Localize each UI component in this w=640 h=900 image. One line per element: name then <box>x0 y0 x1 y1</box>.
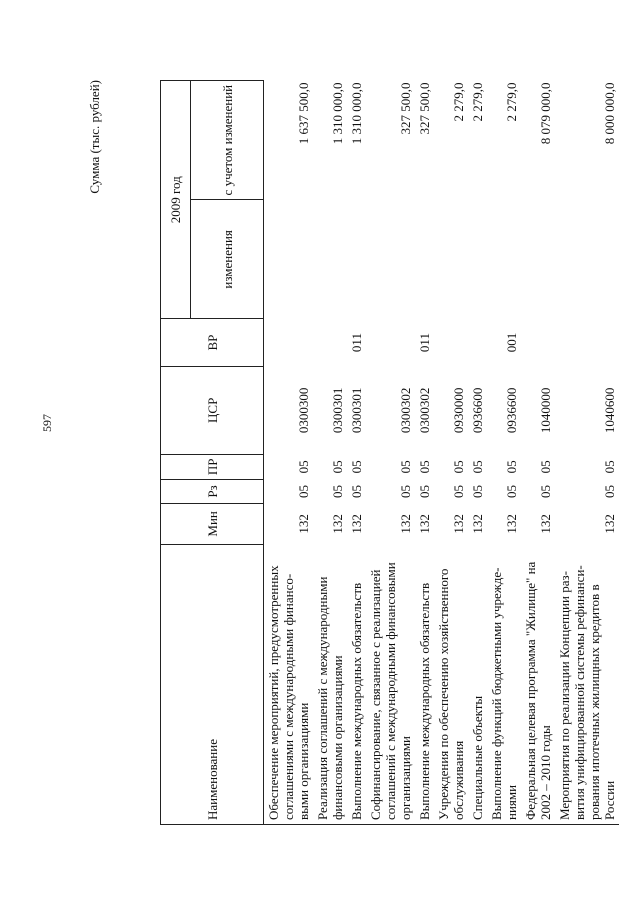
row-changes <box>521 200 555 319</box>
row-pr: 05 <box>602 460 617 474</box>
row-rz: 05 <box>398 484 413 498</box>
row-total: 327 500,0 <box>417 82 432 135</box>
row-changes <box>313 200 347 319</box>
row-vr <box>264 319 314 366</box>
row-name: Специальные объекты <box>468 544 487 824</box>
row-min: 132 <box>417 514 432 534</box>
row-changes <box>347 200 366 319</box>
row-min: 132 <box>330 514 345 534</box>
row-total: 2 279,0 <box>504 82 519 122</box>
row-pr: 05 <box>470 460 485 474</box>
row-changes <box>468 200 487 319</box>
row-csr: 0930000 <box>451 387 466 434</box>
row-rz: 05 <box>296 484 311 498</box>
table-row <box>555 81 619 825</box>
header-changes: изменения <box>191 200 264 319</box>
row-csr: 0300302 <box>417 387 432 434</box>
row-pr: 05 <box>330 460 345 474</box>
row-vr <box>366 319 415 366</box>
row-pr: 05 <box>451 460 466 474</box>
row-total: 327 500,0 <box>398 82 413 135</box>
row-total: 1 310 000,0 <box>330 82 345 145</box>
row-pr: 05 <box>398 460 413 474</box>
row-changes <box>434 200 468 319</box>
budget-table-page <box>87 80 635 825</box>
table-row <box>366 81 415 825</box>
row-name: Софинансирование, связанное с реализацией соглашений с международными финансовыми организациями <box>366 544 415 824</box>
row-min: 132 <box>504 514 519 534</box>
row-rz: 05 <box>602 484 617 498</box>
row-name: Учреждения по обеспечению хозяйственного обслуживания <box>434 544 468 824</box>
row-rz: 05 <box>349 484 364 498</box>
table-row <box>415 81 434 825</box>
row-min: 132 <box>296 514 311 534</box>
row-vr: 001 <box>504 332 519 353</box>
table-row <box>521 81 555 825</box>
row-csr: 0300301 <box>349 387 364 434</box>
row-rz: 05 <box>451 484 466 498</box>
row-min: 132 <box>470 514 485 534</box>
header-with-changes: с учетом изменений <box>191 81 264 200</box>
row-total: 2 279,0 <box>451 82 466 122</box>
row-vr: 011 <box>349 333 364 353</box>
header-rz: Рз <box>161 479 264 503</box>
row-min: 132 <box>451 514 466 534</box>
header-vr: ВР <box>161 319 264 366</box>
row-min: 132 <box>349 514 364 534</box>
row-min: 132 <box>538 514 553 534</box>
row-total: 8 000 000,0 <box>602 82 617 145</box>
header-csr: ЦСР <box>161 366 264 454</box>
row-csr: 0300300 <box>296 387 311 434</box>
header-year: 2009 год <box>161 81 191 319</box>
row-rz: 05 <box>330 484 345 498</box>
row-name: Обеспечение мероприятий, предусмотренных соглашениями с международными финансо-выми организациями <box>264 544 314 824</box>
row-rz: 05 <box>504 484 519 498</box>
row-total: 1 310 000,0 <box>349 82 364 145</box>
row-name: Федеральная целевая программа "Жилище" на 2002 – 2010 годы <box>521 544 555 824</box>
row-rz: 05 <box>538 484 553 498</box>
row-name: Выполнение функций бюджетными учрежде-ниями <box>487 544 521 824</box>
row-changes <box>264 200 314 319</box>
header-name: Наименование <box>161 544 264 824</box>
row-changes <box>415 200 434 319</box>
page-number: 597 <box>40 414 54 432</box>
row-total: 1 637 500,0 <box>296 82 311 145</box>
row-name: Выполнение международных обязательств <box>415 544 434 824</box>
row-changes <box>555 200 619 319</box>
row-total: 8 079 000,0 <box>538 82 553 145</box>
row-name: Мероприятия по реализации Концепции раз-вития унифицированной системы рефинанси-рования ипотечных жилищных кредитов в России <box>555 544 619 824</box>
table-row <box>468 81 487 825</box>
row-changes <box>366 200 415 319</box>
row-csr: 0300302 <box>398 387 413 434</box>
row-vr <box>521 319 555 366</box>
row-total: 2 279,0 <box>470 82 485 122</box>
row-rz: 05 <box>417 484 432 498</box>
budget-table <box>160 80 619 825</box>
row-vr <box>555 319 619 366</box>
row-min: 132 <box>398 514 413 534</box>
row-pr: 05 <box>296 460 311 474</box>
row-pr: 05 <box>349 460 364 474</box>
row-rz: 05 <box>470 484 485 498</box>
row-csr: 0300301 <box>330 387 345 434</box>
row-vr <box>468 319 487 366</box>
row-vr <box>434 319 468 366</box>
table-row <box>347 81 366 825</box>
header-min: Мин <box>161 504 264 544</box>
row-vr <box>313 319 347 366</box>
row-changes <box>487 200 521 319</box>
row-csr: 1040600 <box>602 387 617 434</box>
row-name: Реализация соглашений с международными финансовыми организациями <box>313 544 347 824</box>
header-pr: ПР <box>161 454 264 479</box>
row-pr: 05 <box>504 460 519 474</box>
row-csr: 0936600 <box>470 387 485 434</box>
row-vr: 011 <box>417 333 432 353</box>
row-name: Выполнение международных обязательств <box>347 544 366 824</box>
row-csr: 1040000 <box>538 387 553 434</box>
table-row <box>487 81 521 825</box>
table-row <box>264 81 314 825</box>
row-min: 132 <box>602 514 617 534</box>
row-pr: 05 <box>538 460 553 474</box>
row-pr: 05 <box>417 460 432 474</box>
units-note: Сумма (тыс. рублей) <box>87 80 102 194</box>
table-row <box>313 81 347 825</box>
table-row <box>434 81 468 825</box>
row-csr: 0936600 <box>504 387 519 434</box>
